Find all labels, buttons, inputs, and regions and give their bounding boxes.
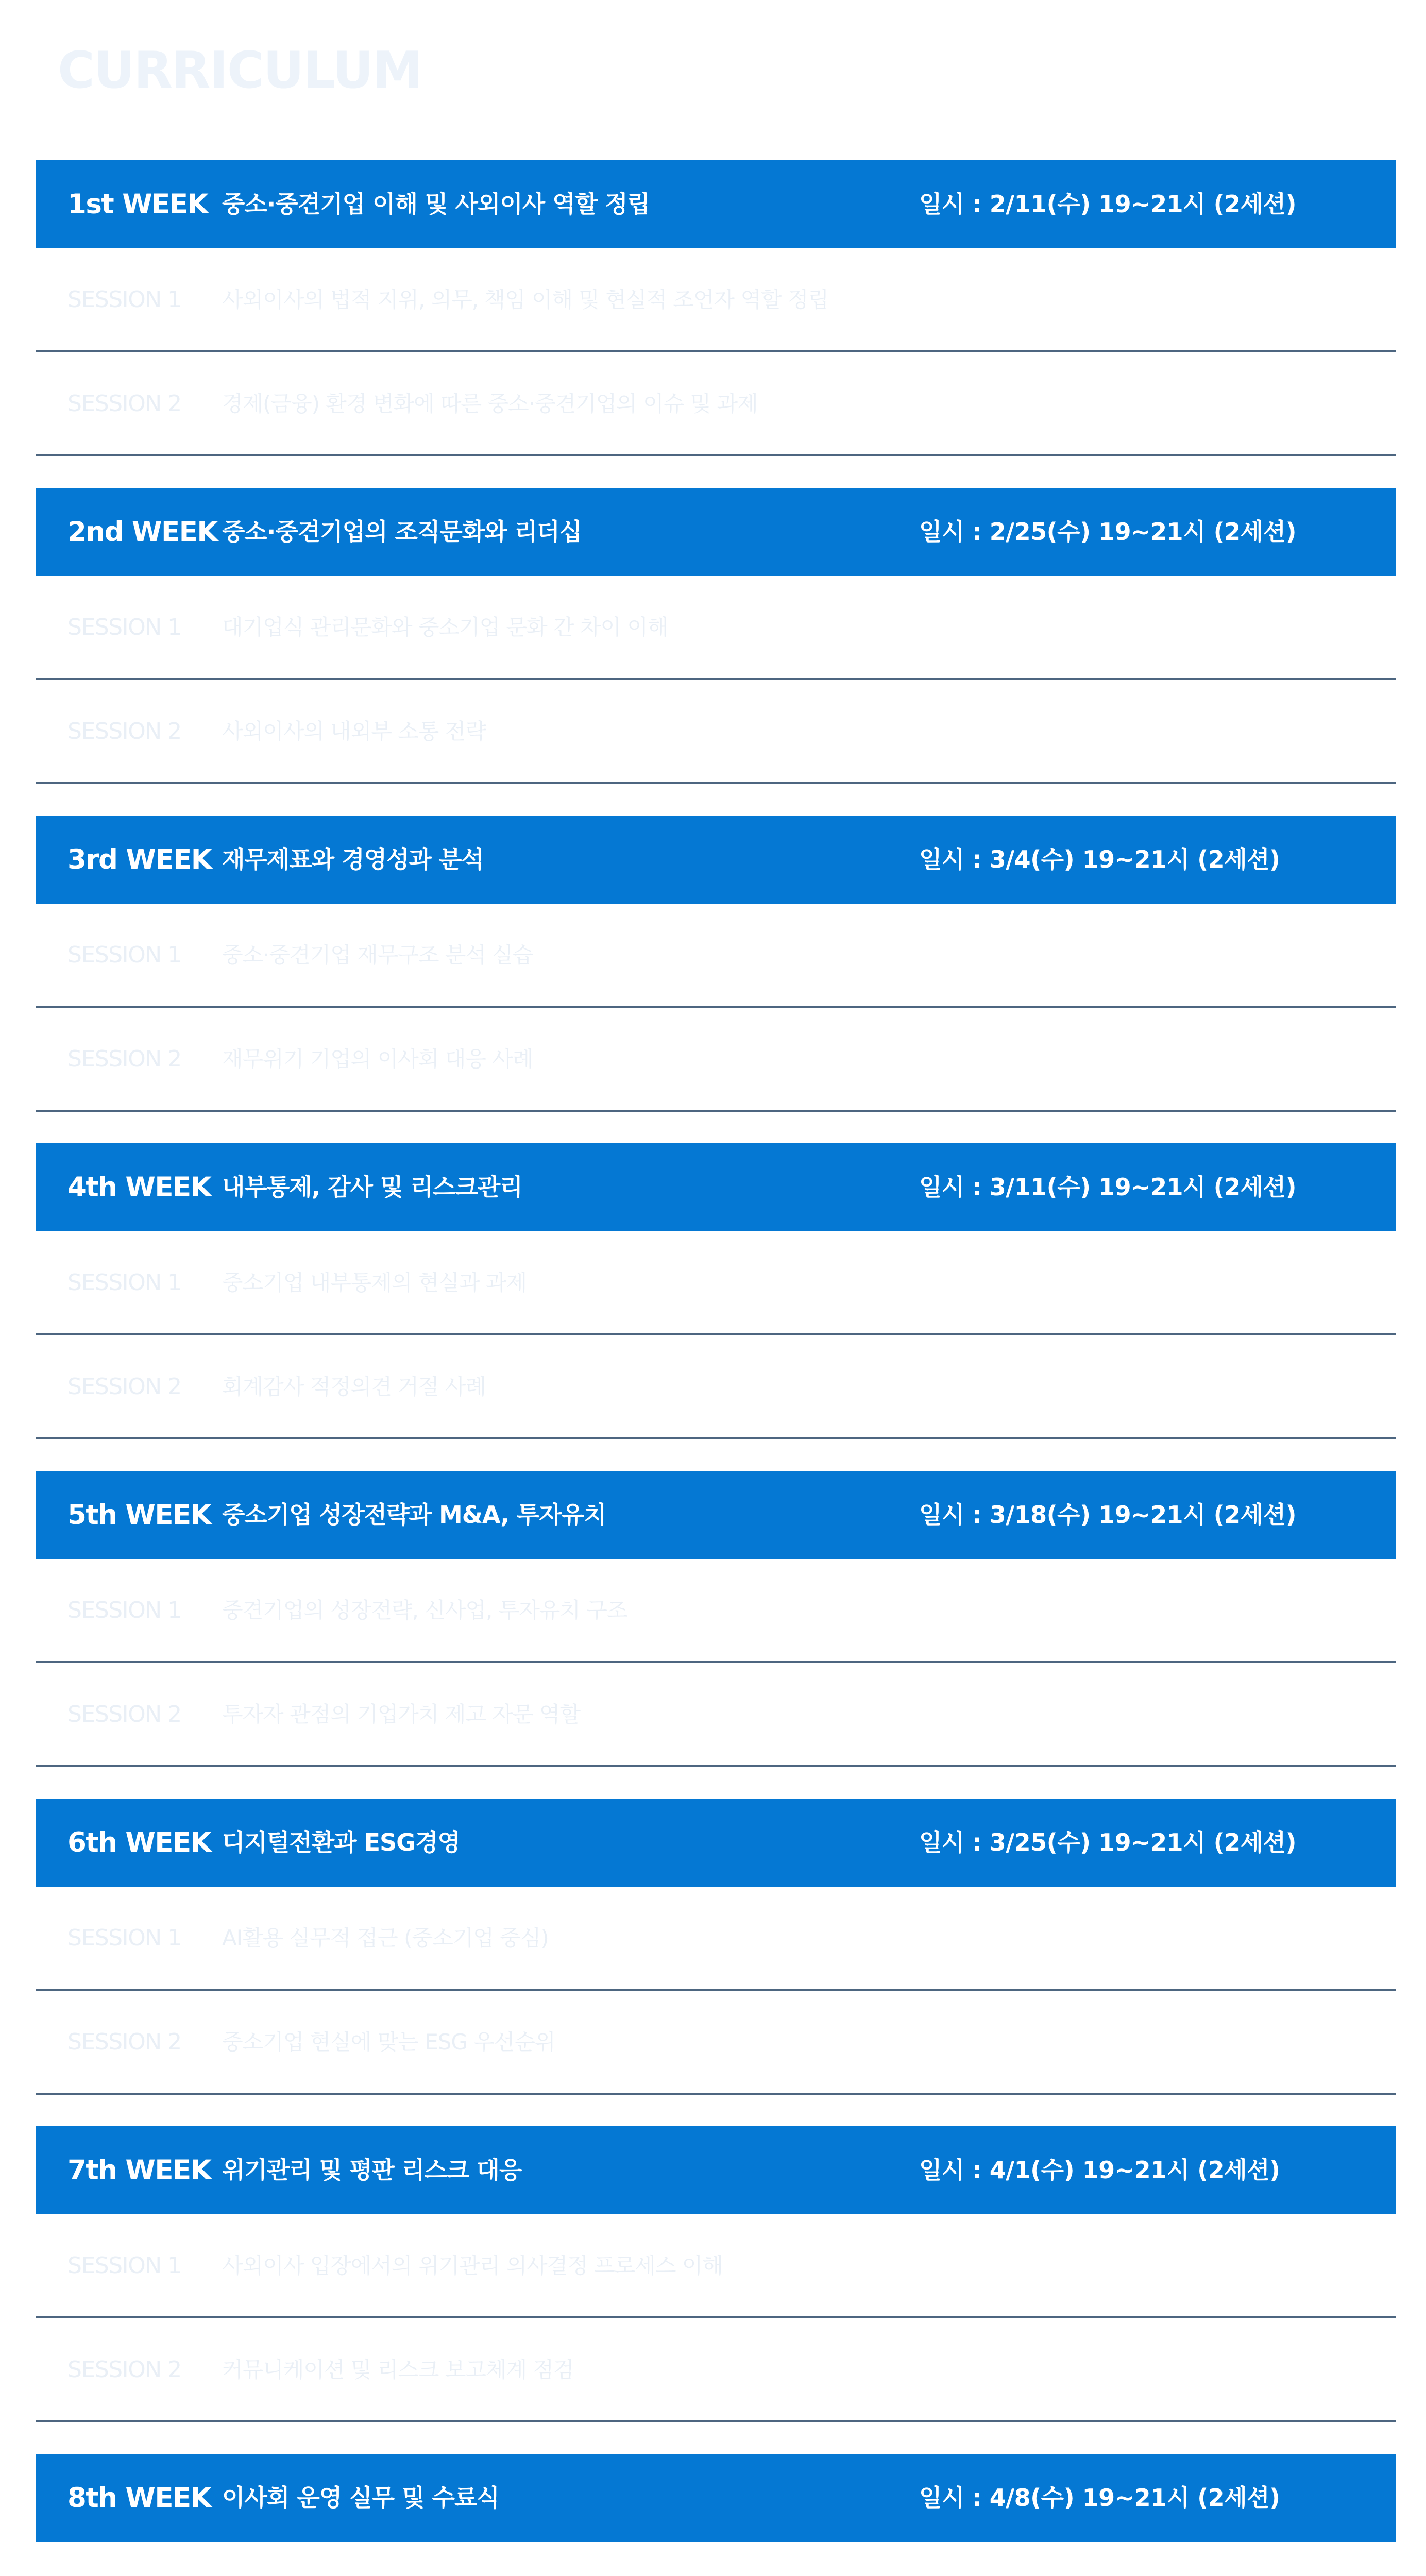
session-row [36,1231,1396,1335]
week-header [36,1471,1396,1559]
session-row [36,2214,1396,2318]
session-title: 커뮤니케이션 및 리스크 보고체계 점검 [222,2357,574,2382]
curriculum-list [36,160,1396,2576]
session-title [222,2542,566,2576]
session-title: 대기업식 관리문화와 중소기업 문화 간 차이 이해 [222,615,668,640]
week-block [36,160,1396,488]
session-title: 투자자 관점의 기업가치 제고 자문 역할 [222,1702,580,1727]
session-label: SESSION 2 [67,391,181,417]
session-row [36,904,1396,1008]
session-row [36,2542,1396,2576]
week-header [36,1799,1396,1887]
session-label: SESSION 1 [67,1925,181,1951]
session-label: SESSION 2 [67,2357,181,2383]
week-title: 내부통제, 감사 및 리스크관리 [222,1173,522,1201]
week-block [36,2126,1396,2454]
week-header [36,488,1396,576]
week-block [36,816,1396,1143]
week-header [36,2454,1396,2542]
session-title: 중견기업의 성장전략, 신사업, 투자유치 구조 [222,1598,627,1623]
session-title: 회계감사 적정의견 거절 사례 [222,1374,486,1399]
week-title: 중소·중견기업의 조직문화와 리더십 [222,518,582,546]
session-row [36,352,1396,456]
week-header [36,160,1396,248]
session-label: SESSION 1 [67,1269,181,1296]
session-title: 중소·중견기업 재무구조 분석 실습 [222,942,533,968]
session-title: 중소기업 내부통제의 현실과 과제 [222,1270,527,1295]
session-label: SESSION 2 [67,1701,181,1727]
week-label: 2nd WEEK [67,516,217,548]
session-label: SESSION 2 [67,1374,181,1400]
week-title: 이사회 운영 실무 및 수료식 [222,2484,499,2512]
session-title: 사외이사의 법적 지위, 의무, 책임 이해 및 현실적 조언자 역할 정립 [222,287,829,312]
week-block [36,1143,1396,1471]
week-block [36,1471,1396,1799]
session-label: SESSION 2 [67,2029,181,2055]
week-date: 일시 : 3/4(수) 19~21시 (2세션) [919,845,1280,873]
session-title: AI활용 실무적 접근 (중소기업 중심) [222,1925,549,1951]
week-label: 4th WEEK [67,1172,211,1203]
session-label: SESSION 1 [67,2252,181,2279]
session-label: SESSION 1 [67,942,181,968]
week-title: 디지털전환과 ESG경영 [222,1828,460,1856]
week-label: 6th WEEK [67,1827,211,1858]
week-label: 7th WEEK [67,2155,211,2186]
week-date: 일시 : 3/11(수) 19~21시 (2세션) [919,1173,1297,1201]
week-title: 위기관리 및 평판 리스크 대응 [222,2156,522,2184]
week-date: 일시 : 2/25(수) 19~21시 (2세션) [919,518,1297,546]
page-title: CURRICULUM [58,41,422,100]
session-row [36,576,1396,680]
week-header [36,1143,1396,1231]
week-block [36,2454,1396,2576]
session-title: 사외이사 입장에서의 위기관리 의사결정 프로세스 이해 [222,2253,723,2278]
week-block [36,488,1396,816]
session-row [36,1559,1396,1663]
week-block [36,1799,1396,2126]
week-header [36,2126,1396,2214]
week-date: 일시 : 3/25(수) 19~21시 (2세션) [919,1828,1297,1856]
session-title: 경제(금융) 환경 변화에 따른 중소·중견기업의 이슈 및 과제 [222,391,758,416]
week-date: 일시 : 2/11(수) 19~21시 (2세션) [919,190,1297,218]
session-row [36,1663,1396,1767]
session-label: SESSION 2 [67,718,181,744]
session-title: 재무위기 기업의 이사회 대응 사례 [222,1046,533,1072]
session-row [36,1991,1396,2095]
week-title: 재무제표와 경영성과 분석 [222,845,484,873]
session-row [36,1887,1396,1991]
week-date: 일시 : 4/8(수) 19~21시 (2세션) [919,2484,1280,2512]
session-row [36,680,1396,784]
session-title: 사외이사의 내외부 소통 전략 [222,719,486,744]
week-title: 중소기업 성장전략과 M&A, 투자유치 [222,1501,606,1529]
session-label: SESSION 1 [67,286,181,313]
week-date: 일시 : 3/18(수) 19~21시 (2세션) [919,1501,1297,1529]
session-row [36,1335,1396,1439]
session-row [36,248,1396,352]
week-date: 일시 : 4/1(수) 19~21시 (2세션) [919,2156,1280,2184]
session-title: 중소기업 현실에 맞는 ESG 우선순위 [222,2029,555,2055]
week-label: 1st WEEK [67,189,208,220]
week-label: 5th WEEK [67,1499,211,1531]
session-label: SESSION 1 [67,1597,181,1623]
session-row [36,2318,1396,2422]
session-row [36,1008,1396,1112]
week-label: 8th WEEK [67,2482,211,2514]
week-header [36,816,1396,904]
session-label: SESSION 2 [67,1046,181,1072]
week-label: 3rd WEEK [67,844,212,875]
session-label: SESSION 1 [67,614,181,640]
session-label [67,2542,181,2576]
week-title: 중소·중견기업 이해 및 사외이사 역할 정립 [222,190,650,218]
